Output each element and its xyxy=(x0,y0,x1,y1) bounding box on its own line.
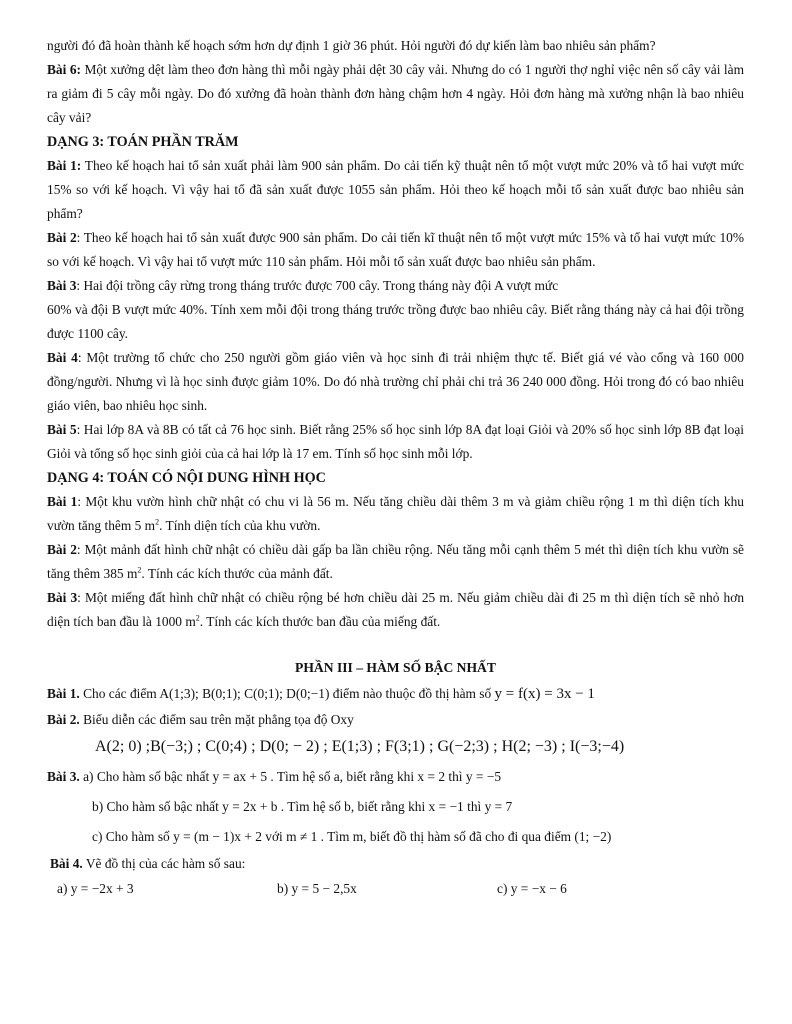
d3-bai4-label: Bài 4 xyxy=(47,350,78,365)
d4-bai2-text: : Một mảnh đất hình chữ nhật có chiều dài gấp ba lần chiều rộng. Nếu tăng mỗi cạnh thêm 5 mét thì diện tích khu vườn sẽ tăng thêm 385 m xyxy=(47,542,744,581)
p3-bai1-label: Bài 1. xyxy=(47,686,80,701)
d3-bai2-text: : Theo kế hoạch hai tổ sản xuất được 900 sản phẩm. Do cải tiến kĩ thuật nên tổ một vượt mức 15% và tổ hai vượt mức 10% so với kế hoạch. Vì vậy hai tổ vượt mức 110 sản phẩm. Hỏi mỗi tổ sản xuất được bao nhiêu sản phẩm. xyxy=(47,230,744,269)
d3-bai1-paragraph xyxy=(47,154,744,226)
p3-bai1-equation: y = f(x) = 3x − 1 xyxy=(494,686,595,702)
d4-bai2-tail: . Tính các kích thước của mảnh đất. xyxy=(141,566,333,581)
d4-bai3-text: : Một miếng đất hình chữ nhật có chiều rộng bé hơn chiều dài 25 m. Nếu giảm chiều dài đi 25 m thì diện tích sẽ nhỏ hơn diện tích ban đầu là 1000 m xyxy=(47,590,745,629)
p3-bai1-text: Cho các điểm A(1;3); B(0;1); C(0;1); D(0;−1) điểm nào thuộc đồ thị hàm số xyxy=(79,686,495,701)
d4-bai1-tail: . Tính diện tích của khu vườn. xyxy=(159,518,321,533)
p3-bai3-paragraph xyxy=(47,762,744,792)
d4-bai3-exponent: 2 xyxy=(195,613,200,623)
p3-bai3-label: Bài 3. xyxy=(47,769,80,784)
d4-bai2-paragraph xyxy=(47,538,744,586)
section-spacer xyxy=(47,634,744,656)
d3-bai5-text: : Hai lớp 8A và 8B có tất cả 76 học sinh. Biết rằng 25% số học sinh lớp 8A đạt loại Giỏi và 20% số học sinh lớp 8B đạt loại Giỏi và tổng số học sinh giỏi của cả hai lớp là 17 em. Tính số học sinh mỗi lớp. xyxy=(47,422,745,461)
d3-bai2-label: Bài 2 xyxy=(47,230,77,245)
p3-bai4-function-b: b) y = 5 − 2,5x xyxy=(277,881,357,896)
d3-bai5-label: Bài 5 xyxy=(47,422,77,437)
p3-bai2-paragraph xyxy=(47,708,744,732)
p3-bai3-part-c: c) Cho hàm số y = (m − 1)x + 2 với m ≠ 1 . Tìm m, biết đồ thị hàm số đã cho đi qua điểm (1; −2) xyxy=(92,829,612,844)
p3-bai4-function-c: c) y = −x − 6 xyxy=(497,881,567,896)
d3-bai4-text: : Một trường tổ chức cho 250 người gồm giáo viên và học sinh đi trải nhiệm thực tế. Biết giá vé vào cổng và 160 000 đồng/người. Nhưng vì là học sinh được giảm 10%. Do đó nhà trường chỉ phải chi trả 36 240 000 đồng. Hỏi trong đó có bao nhiêu giáo viên, bao nhiêu học sinh. xyxy=(47,350,745,413)
dang3-heading: DẠNG 3: TOÁN PHẦN TRĂM xyxy=(47,134,239,150)
d3-bai3-text: : Hai đội trồng cây rừng trong tháng trước được 700 cây. Trong tháng này đội A vượt mức xyxy=(76,278,559,293)
d3-bai3-label: Bài 3 xyxy=(47,278,77,293)
d3-bai3-paragraph xyxy=(47,274,744,298)
p3-bai1-paragraph xyxy=(47,680,744,708)
paragraph-intro: người đó đã hoàn thành kế hoạch sớm hơn dự định 1 giờ 36 phút. Hỏi người đó dự kiến làm bao nhiêu sản phẩm? xyxy=(47,38,656,53)
bai6-label: Bài 6: xyxy=(47,62,81,77)
d3-bai5-paragraph xyxy=(47,418,744,466)
p3-bai4-text: Vẽ đồ thị của các hàm số sau: xyxy=(82,856,246,871)
d3-bai1-text: Theo kế hoạch hai tổ sản xuất phải làm 900 sản phẩm. Do cải tiến kỹ thuật nên tổ một vượt mức 20% và tổ hai vượt mức 15% so với kế hoạch. Vì vậy hai tổ đã sản xuất được 1055 sản phẩm. Hỏi theo kế hoạch mỗi tổ sản xuất được bao nhiêu sản phẩm? xyxy=(47,158,744,221)
document-page xyxy=(47,34,744,902)
p3-bai4-label: Bài 4. xyxy=(50,856,83,871)
d4-bai1-paragraph xyxy=(47,490,744,538)
d4-bai2-exponent: 2 xyxy=(137,565,142,575)
d4-bai3-paragraph xyxy=(47,586,744,634)
p3-bai2-points: A(2; 0) ;B(−3;) ; C(0;4) ; D(0; − 2) ; E(1;3) ; F(3;1) ; G(−2;3) ; H(2; −3) ; I(−3;−4) xyxy=(95,738,625,755)
p3-bai3-part-b: b) Cho hàm số bậc nhất y = 2x + b . Tìm hệ số b, biết rằng khi x = −1 thì y = 7 xyxy=(92,799,513,814)
d4-bai1-text: : Một khu vườn hình chữ nhật có chu vi là 56 m. Nếu tăng chiều dài thêm 3 m và giảm chiều rộng 1 m thì diện tích khu vườn tăng thêm 5 m xyxy=(47,494,745,533)
d4-bai3-label: Bài 3 xyxy=(47,590,78,605)
p3-bai2-label: Bài 2. xyxy=(47,712,80,727)
p3-bai3-part-a: a) Cho hàm số bậc nhất y = ax + 5 . Tìm hệ số a, biết rằng khi x = 2 thì y = −5 xyxy=(79,769,502,784)
d3-bai3-continuation: 60% và đội B vượt mức 40%. Tính xem mỗi đội trong tháng trước trồng được bao nhiêu cây. Biết rằng tháng này cả hai đội trồng được 1100 cây. xyxy=(47,302,744,341)
p3-bai4-paragraph xyxy=(47,852,744,876)
p3-bai4-function-a: a) y = −2x + 3 xyxy=(57,881,134,896)
bai6-paragraph xyxy=(47,58,744,130)
d4-bai1-exponent: 2 xyxy=(155,517,160,527)
d4-bai1-label: Bài 1 xyxy=(47,494,78,509)
p3-bai4-functions xyxy=(47,876,744,902)
d4-bai2-label: Bài 2 xyxy=(47,542,77,557)
p3-bai2-text: Biểu diễn các điểm sau trên mặt phẳng tọa độ Oxy xyxy=(79,712,354,727)
d3-bai4-paragraph xyxy=(47,346,744,418)
dang4-heading: DẠNG 4: TOÁN CÓ NỘI DUNG HÌNH HỌC xyxy=(47,470,326,486)
d3-bai1-label: Bài 1: xyxy=(47,158,82,173)
bai6-text: Một xưởng dệt làm theo đơn hàng thì mỗi ngày phải dệt 30 cây vải. Nhưng do có 1 người thợ nghỉ việc nên số cây vải làm ra giảm đi 5 cây mỗi ngày. Do đó xưởng đã hoàn thành đơn hàng chậm hơn 4 ngày. Hỏi đơn hàng mà xưởng nhận là bao nhiêu cây vải? xyxy=(47,62,744,125)
d3-bai2-paragraph xyxy=(47,226,744,274)
d4-bai3-tail: . Tính các kích thước ban đầu của miếng đất. xyxy=(199,614,441,629)
part3-heading: PHẦN III – HÀM SỐ BẬC NHẤT xyxy=(295,660,496,675)
